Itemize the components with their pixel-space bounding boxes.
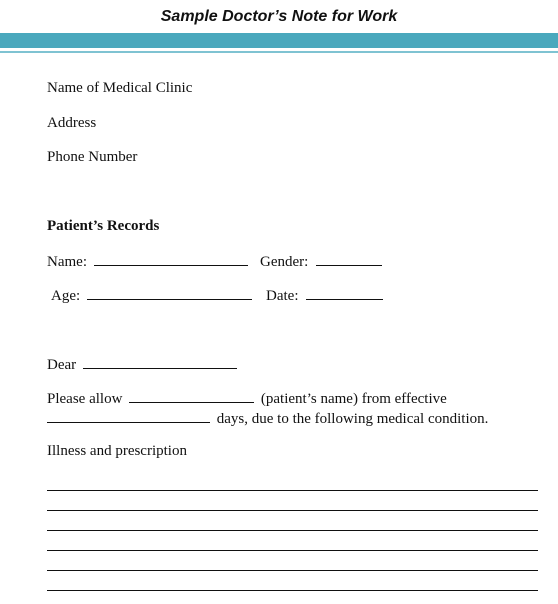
please-allow-row — [47, 388, 447, 408]
clinic-name-label: Name of Medical Clinic — [47, 80, 193, 96]
gender-blank[interactable] — [316, 251, 382, 266]
dear-row — [47, 354, 237, 374]
patient-name-note: (patient’s name) from effective — [260, 391, 447, 407]
document-title: Sample Doctor’s Note for Work — [160, 8, 398, 25]
date-blank[interactable] — [306, 285, 383, 300]
prescription-line-4[interactable] — [47, 550, 538, 551]
please-allow-text: Please allow — [47, 391, 123, 407]
recipient-blank[interactable] — [83, 354, 237, 369]
gender-row — [260, 251, 382, 271]
header-accent-band — [0, 33, 558, 48]
effective-date-blank[interactable] — [47, 408, 210, 423]
days-text: days, due to the following medical condition. — [216, 411, 489, 427]
age-label: Age: — [51, 288, 81, 304]
illness-label: Illness and prescription — [47, 443, 187, 459]
prescription-line-2[interactable] — [47, 510, 538, 511]
address-label: Address — [47, 115, 97, 131]
age-blank[interactable] — [87, 285, 252, 300]
patient-name-row — [47, 251, 248, 271]
age-row — [51, 285, 252, 305]
gender-label: Gender: — [260, 254, 309, 270]
dear-label: Dear — [47, 357, 77, 373]
date-label: Date: — [266, 288, 299, 304]
prescription-line-3[interactable] — [47, 530, 538, 531]
days-row — [47, 408, 488, 428]
date-row — [266, 285, 383, 305]
phone-number-label: Phone Number — [47, 149, 138, 165]
patient-name-label: Name: — [47, 254, 87, 270]
patient-name-blank[interactable] — [94, 251, 248, 266]
prescription-line-1[interactable] — [47, 490, 538, 491]
prescription-line-6[interactable] — [47, 590, 538, 591]
prescription-line-5[interactable] — [47, 570, 538, 571]
header-accent-line — [0, 51, 558, 53]
patient-name-letter-blank[interactable] — [129, 388, 254, 403]
patient-records-heading: Patient’s Records — [47, 218, 160, 234]
